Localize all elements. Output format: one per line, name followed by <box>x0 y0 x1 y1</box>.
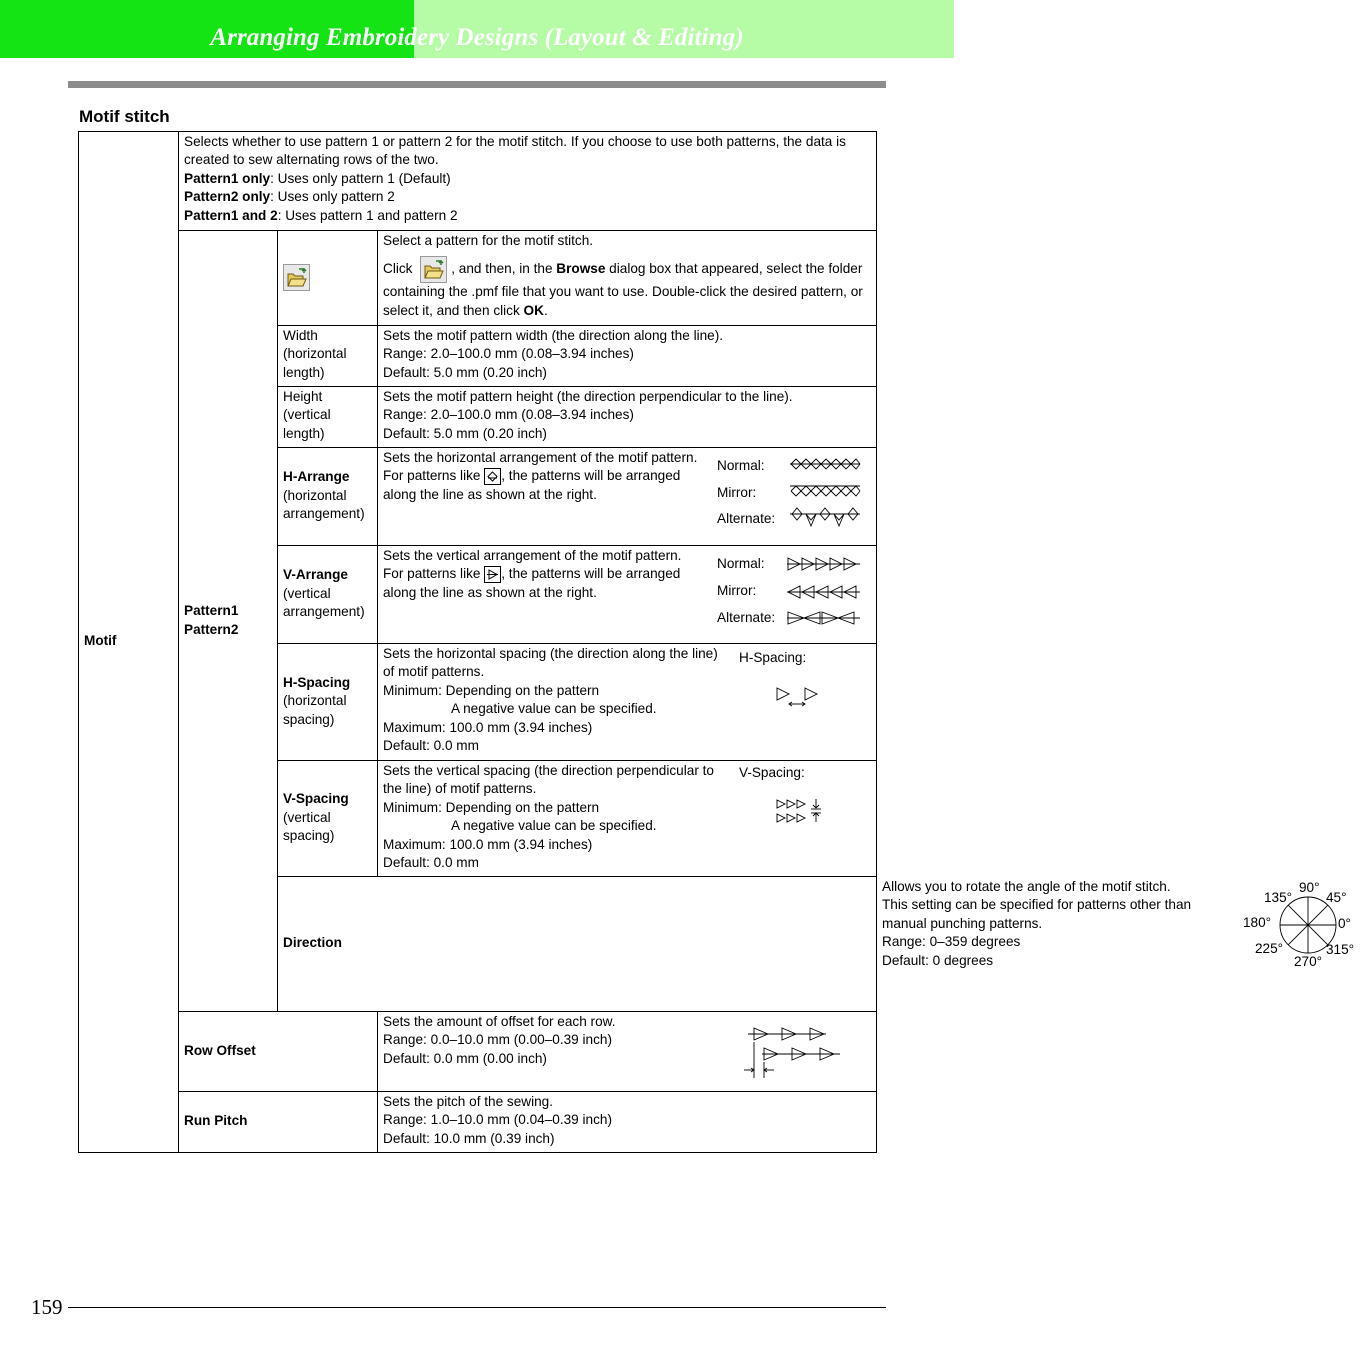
v-spacing-label-cell <box>278 761 378 877</box>
table-row <box>79 1012 877 1092</box>
width-label-2: (horizontal <box>283 346 347 362</box>
browse-dialog-name: Browse <box>556 261 606 277</box>
option-pattern1-and-2-desc: : Uses pattern 1 and pattern 2 <box>277 207 458 223</box>
direction-dial <box>1242 878 1362 973</box>
angle-45-label: 45° <box>1326 890 1347 905</box>
h-spacing-label: H-Spacing <box>283 674 351 690</box>
h-arrange-alternate-label: Alternate: <box>717 511 776 526</box>
h-arrange-normal-label: Normal: <box>717 458 765 473</box>
width-label-3: length) <box>283 364 325 380</box>
row-offset-range: Range: 0.0–10.0 mm (0.00–0.39 inch) <box>383 1032 612 1048</box>
run-pitch-desc-cell <box>378 1092 877 1153</box>
browse-icon-cell <box>278 231 378 326</box>
height-desc: Sets the motif pattern height (the direction perpendicular to the line). <box>383 389 793 404</box>
h-arrange-diagram <box>789 455 861 535</box>
h-spacing-diagram <box>775 685 823 709</box>
option-pattern2: Pattern2 only <box>184 189 271 205</box>
height-desc-cell <box>378 387 877 448</box>
row-offset-label-cell <box>179 1012 378 1092</box>
height-label-3: length) <box>283 425 325 441</box>
header-divider <box>68 81 886 88</box>
h-arrange-desc-2a: For patterns like <box>383 468 481 484</box>
width-range: Range: 2.0–100.0 mm (0.08–3.94 inches) <box>383 346 634 362</box>
option-pattern1-desc: : Uses only pattern 1 (Default) <box>270 170 451 186</box>
page-number: 159 <box>31 1295 63 1319</box>
footer-divider <box>68 1307 886 1308</box>
height-label-2: (vertical <box>283 407 331 423</box>
v-spacing-min: Minimum: Depending on the pattern <box>383 799 600 815</box>
v-arrange-desc-cell <box>378 546 877 644</box>
v-arrange-label-cell <box>278 546 378 644</box>
pattern-group-label-cell <box>179 231 278 1012</box>
v-arrange-normal-label: Normal: <box>717 556 765 571</box>
motif-label: Motif <box>84 633 117 649</box>
h-arrange-label-2: (horizontal <box>283 487 347 503</box>
h-spacing-label-3: spacing) <box>283 711 335 727</box>
row-offset-desc: Sets the amount of offset for each row. <box>383 1014 616 1029</box>
row-offset-desc-cell <box>378 1012 877 1092</box>
width-desc: Sets the motif pattern width (the direction along the line). <box>383 328 724 343</box>
h-spacing-diagram-label: H-Spacing: <box>739 650 807 665</box>
h-spacing-label-2: (horizontal <box>283 693 347 709</box>
option-pattern1-and-2: Pattern1 and 2 <box>184 207 278 223</box>
run-pitch-label-cell <box>179 1092 378 1153</box>
v-arrange-mirror-label: Mirror: <box>717 583 757 598</box>
height-label: Height <box>283 389 323 404</box>
browse-click-word: Click <box>383 261 413 277</box>
v-spacing-label-3: spacing) <box>283 828 335 844</box>
width-label-cell <box>278 326 378 387</box>
motif-settings-table <box>78 131 1355 1153</box>
h-spacing-desc: Sets the horizontal spacing (the direction along the line) of motif patterns. <box>383 646 718 680</box>
v-spacing-desc-cell <box>378 761 877 877</box>
h-arrange-mirror-label: Mirror: <box>717 485 757 500</box>
direction-desc-2: This setting can be specified for patterns other than manual punching patterns. <box>882 897 1192 931</box>
v-arrange-label: V-Arrange <box>283 567 348 583</box>
row-offset-diagram <box>742 1022 842 1078</box>
diamond-pattern-icon <box>484 468 501 485</box>
browse-after-icon: , and then, in the <box>451 261 557 277</box>
v-arrange-desc-2b: , the patterns will be arranged <box>501 566 681 582</box>
folder-open-icon[interactable] <box>420 256 447 283</box>
v-spacing-negative-note: A negative value can be specified. <box>451 818 657 834</box>
h-spacing-negative-note: A negative value can be specified. <box>451 701 657 717</box>
browse-rest: dialog box that appeared, select the folder containing the .pmf file that you want to use. Double-click the desired pattern, or select it, and then click <box>383 261 863 318</box>
pattern2-label: Pattern2 <box>184 621 239 637</box>
v-arrange-desc-3: along the line as shown at the right. <box>383 584 597 600</box>
browse-end: . <box>543 302 548 318</box>
v-spacing-default: Default: 0.0 mm <box>383 855 479 871</box>
table-row <box>79 231 877 326</box>
height-default: Default: 5.0 mm (0.20 inch) <box>383 425 547 441</box>
direction-label: Direction <box>283 935 342 951</box>
height-label-cell <box>278 387 378 448</box>
h-spacing-desc-cell <box>378 644 877 761</box>
width-desc-cell <box>378 326 877 387</box>
width-label: Width <box>283 328 318 343</box>
direction-default: Default: 0 degrees <box>882 952 994 968</box>
h-arrange-label: H-Arrange <box>283 469 350 485</box>
folder-open-icon[interactable] <box>283 264 310 291</box>
h-arrange-desc: Sets the horizontal arrangement of the motif pattern. <box>383 450 698 465</box>
h-arrange-label-cell <box>278 448 378 546</box>
v-spacing-desc: Sets the vertical spacing (the direction perpendicular to the line) of motif patterns. <box>383 763 714 797</box>
v-spacing-label: V-Spacing <box>283 791 349 807</box>
run-pitch-label: Run Pitch <box>184 1113 248 1129</box>
section-title: Motif stitch <box>79 107 170 126</box>
angle-315-label: 315° <box>1326 942 1355 957</box>
height-range: Range: 2.0–100.0 mm (0.08–3.94 inches) <box>383 407 634 423</box>
v-spacing-max: Maximum: 100.0 mm (3.94 inches) <box>383 836 593 852</box>
v-arrange-desc: Sets the vertical arrangement of the motif pattern. <box>383 548 682 563</box>
direction-label-cell <box>278 877 877 1012</box>
v-arrange-diagram <box>786 552 861 632</box>
h-spacing-max: Maximum: 100.0 mm (3.94 inches) <box>383 719 593 735</box>
angle-0-label: 0° <box>1338 916 1351 931</box>
angle-90-label: 90° <box>1299 880 1320 895</box>
pattern1-label: Pattern1 <box>184 603 239 619</box>
v-arrange-label-2: (vertical <box>283 585 331 601</box>
option-pattern1: Pattern1 only <box>184 170 271 186</box>
direction-desc: Allows you to rotate the angle of the motif stitch. <box>882 879 1171 894</box>
angle-270-label: 270° <box>1294 954 1323 969</box>
h-spacing-min: Minimum: Depending on the pattern <box>383 682 600 698</box>
v-arrange-label-3: arrangement) <box>283 604 365 620</box>
run-pitch-desc: Sets the pitch of the sewing. <box>383 1094 554 1109</box>
h-arrange-label-3: arrangement) <box>283 506 365 522</box>
row-offset-label: Row Offset <box>184 1042 256 1058</box>
v-spacing-diagram-label: V-Spacing: <box>739 765 805 780</box>
triangle-pattern-icon <box>484 566 501 583</box>
ok-word: OK <box>523 302 544 318</box>
pattern-selection-text: Selects whether to use pattern 1 or pattern 2 for the motif stitch. If you choose to use both patterns, the data is created to sew alternating rows of the two. <box>184 134 846 168</box>
table-row <box>79 132 877 231</box>
h-arrange-desc-3: along the line as shown at the right. <box>383 486 597 502</box>
width-default: Default: 5.0 mm (0.20 inch) <box>383 364 547 380</box>
v-arrange-alternate-label: Alternate: <box>717 610 776 625</box>
v-arrange-desc-2a: For patterns like <box>383 566 481 582</box>
direction-range: Range: 0–359 degrees <box>882 934 1021 950</box>
option-pattern2-desc: : Uses only pattern 2 <box>270 189 395 205</box>
h-arrange-desc-2b: , the patterns will be arranged <box>501 468 681 484</box>
angle-180-label: 180° <box>1243 915 1272 930</box>
browse-line1: Select a pattern for the motif stitch. <box>383 233 594 248</box>
h-arrange-desc-cell <box>378 448 877 546</box>
run-pitch-range: Range: 1.0–10.0 mm (0.04–0.39 inch) <box>383 1112 612 1128</box>
run-pitch-default: Default: 10.0 mm (0.39 inch) <box>383 1130 555 1146</box>
table-row <box>79 1092 877 1153</box>
angle-225-label: 225° <box>1255 941 1284 956</box>
pattern-selection-cell <box>179 132 877 231</box>
h-spacing-default: Default: 0.0 mm <box>383 738 479 754</box>
v-spacing-diagram <box>776 798 826 828</box>
angle-135-label: 135° <box>1264 890 1293 905</box>
row-offset-default: Default: 0.0 mm (0.00 inch) <box>383 1050 547 1066</box>
motif-label-cell <box>79 132 179 1153</box>
page-header-title: Arranging Embroidery Designs (Layout & Editing) <box>210 24 744 51</box>
browse-desc-cell <box>378 231 877 326</box>
v-spacing-label-2: (vertical <box>283 809 331 825</box>
h-spacing-label-cell <box>278 644 378 761</box>
